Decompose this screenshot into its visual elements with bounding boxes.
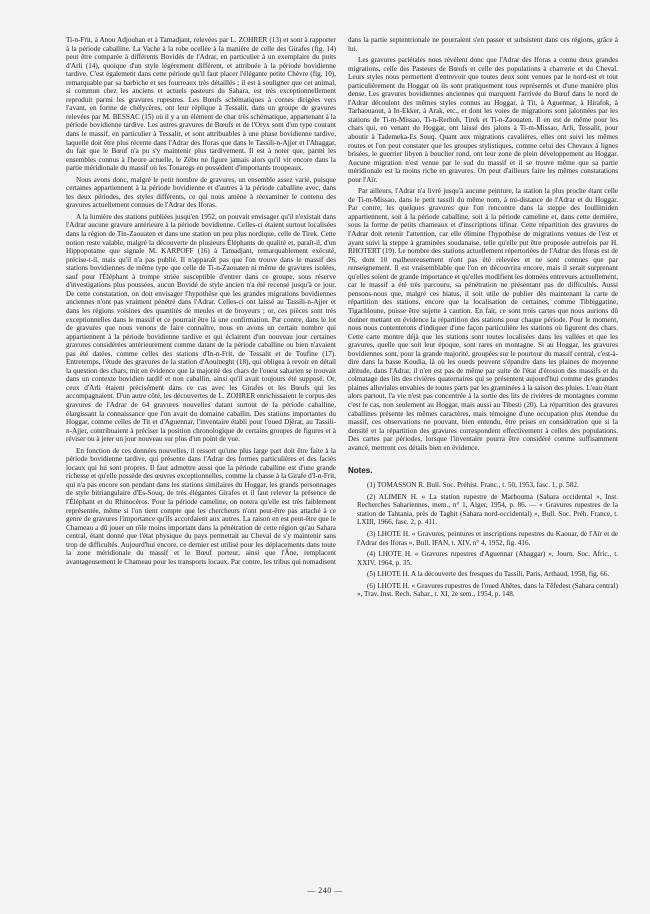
paragraph: En fonction de ces données nouvelles, il ressort qu'une plus large part doit être faite à la période bovidienne tardive, qui présente dans l'Adrar des formes particulières et des faciès locaux qui lui sont propres. Il faut admettre aussi que la période caballine est d'une grande richesse et qu'elle possède des œuvres exceptionnelles, comme la chasse à la Girafe d'I-n-Frit, qui n'a pas encore son pendant dans les stations similaires du Hoggar, les grands personnages de style bitriangulaire d'Es-Souq, de très élégantes Girafes et il faut relever la présence de l'Éléphant et du Rhinocéros. Pour la période cameline, on notera qu'elle est très faiblement représentée, même si l'on tient compte que les chercheurs n'ont peut-être pas attaché à ce genre de gravures l'importance qu'ils accordaient aux autres. La raison en est peut-être que le Chameau a dû jouer un rôle moins important dans la pénétration de cette région qu'au Sahara central, étant donné que l'état physique du pays permettait au Cheval de s'y maintenir sans trop de difficultés. Aujourd'hui encore, ce dernier est utilisé pour les déplacements dans toute la zone méridionale du massif et le Bœuf porteur, ainsi que l'Âne, remplacent avantageusement le Chameau pour les transports locaux. Par contre, les tribus qui nomadisent [66,446,336,566]
note-item: (4) LHOTE H. « Gravures rupestres d'Aguennar (Ahaggar) », Journ. Soc. Afric., t. XXIV, 1964, p. 35. [357,550,618,567]
paragraph: dans la partie septentrionale ne pourraient s'en passer et subsistent dans ces régions, grâce à lui. [348,36,618,53]
note-item: (3) LHOTE H. « Gravures, peintures et inscriptions rupestres du Kaouar, de l'Aïr et de l'Adrar des Iforas », Bull. IFAN, t. XIV, n° 4, 1952, fig. 416. [357,529,618,547]
note-item: (1) TOMASSON R. Bull. Soc. Préhist. Franc., t. 50, 1953, fasc. 1, p. 582. [367,481,579,490]
page-number: — 240 — [307,886,343,895]
right-column [348,36,618,599]
paragraph: Par ailleurs, l'Adrar n'a livré jusqu'à aucune peinture, la station la plus proche étant celle de Ti-m-Missao, dans le petit tassili du même nom, à mi-distance de l'Adrar et du Hoggar. Par contre, les quelques gravures que l'on rencontre dans la steppe des Ioullimiden appartiennent, soit à la période caballine, soit à la période cameline et, dans cette dernière, sous la forme de petits chameaux et d'inscriptions tifinar. Cette répartition des gravures de l'Adrar doit retenir l'attention, car elle élimine l'hypothèse de migrations venues de l'est et ayant suivi la steppe à graminées soudanaise, telle qu'elle put être proposée autrefois par H. RHOTERT (19). Le nombre des stations actuellement répertoriées de l'Adrar des Iforas est de 76, dont 10 malheureusement n'ont pas été relevées et ne sont connues que par renseignement. Il est vraisemblable que l'on en découvrira encore, mais il serait surprenant qu'elles soient de grande importance et qu'elles modifient les données entrevues actuellement, car le massif a été très parcouru, sa pénétration ne présentant pas de difficultés. Aussi pensons-nous que, malgré ces hiatus, il soit utile de publier dès maintenant la carte de répartition des stations, encore que la localisation de certaines, comme Tibbiggatine, Tigachloune, puisse être sujette à caution. En fait, ce sont trois cartes que nous aurions dû donner mettant en évidence la répartition des stations pour chaque période. Pour le moment, nous nous contenterons d'indiquer d'une façon particulière les stations où figurent des chars. Cette carte montre déjà que les stations sont toutes localisées dans les vallées et que les gravures, quelle que soit leur époque, sont rares en montagne. Si au Hoggar, les gravures bovidiennes sont, pour la grande majorité, groupées sur le pourtour du massif central, c'est-à-dire dans la basse Koudia, là où les oueds peuvent s'épandre dans les plaines de moyenne altitude, dans l'Adrar, il n'en est pas de même par suite de l'état d'érosion des massifs et du colmatage des lits des rivières quaternaires qui se présentent aujourd'hui comme des grandes plaines alluviales envahies de toutes parts par les graminées à la saison des pluies. L'eau étant alors partout, l'a vie n'est pas concentrée à la sortie des lits de rivières de montagnes comme c'est le cas, non seulement au Hoggar, mais aussi au Tibesti (20). La répartition des gravures caballines présente les mêmes caractères, mais témoigne d'une occupation plus étendue du massif, ces observations ne pouvant, bien entendu, être prises en considération que si la densité et la répartition des gravures correspondent effectivement à celles des populations. Des cartes par périodes, lorsque l'inventaire pourra être considéré comme suffisamment avancé, mettront ces détails bien en évidence. [348,187,618,452]
notes-heading: Notes. [348,466,373,476]
note-item: (2) ALIMEN H. « La station rupestre de Marhouma (Sahara occidental », Inst. Recherches Sahariennes, mem., n° 1, Alger, 1954, p. 86. — « Gravures rupestres de la station de Tahtania, près de Taghit (Sahara nord-occidental) », Bull. Soc. Préh. France, t. LXIII, 1966, fasc. 2, p. 411. [357,492,618,527]
paragraph: A la lumière des stations publiées jusqu'en 1952, on pouvait envisager qu'il n'existait dans l'Adrar aucune gravure antérieure à la période bovidienne. Celles-ci étaient surtout localisées dans la région de Tin-Zaouaten et dans une station un peu plus nordique, celle de Tirek. Cette notion reste valable, malgré la découverte de plusieurs Éléphants de qualité et, paraît-il, d'un Hippopotame que signale M. KARPOFF (16) à Tamadjant, remarquablement exécuté, précise-t-il, mais qu'il n'a pas publié. Il n'apparaît pas que l'on trouve dans le massif des stations bovidiennes de même type que celle de Ti-n-Zaouaten ni même de gravures isolées, sauf pour l'Éléphant à trompe striée susceptible d'entrer dans ce groupe, sous réserve d'investigations plus poussées, aucun Bovidé de style ancien n'a été recensé jusqu'à ce jour. De cette constatation, on doit envisager l'hypothèse que les grandes migrations bovidiennes anciennes n'ont pas vraiment pénétré dans l'Adrar. Celles-ci ont laissé au Tassili-n-Ajjer et dans les régions voisines des quantités de meules et de broyeurs ; or, ces pièces sont très exceptionnelles dans le massif et ce pourrait être là une confirmation. Par contre, dans le lot de gravures que nous venons de faire connaître, nous en avons un certain nombre qui appartiennent à la période bovidienne tardive et qui éclairent d'un nouveau jour certaines gravures considérées antérieurement comme datant de la période caballine ou bien n'avaient pas été datées, comme celles des stations d'In-n-Frit, de Tessalit et de Toufine (17). Entretemps, l'étude des gravures de la station d'Aouineght (18), qui obligea à revoir en détail la question des chars, mit en évidence que la majorité des chars de l'ouest saharien se trouvait dans un contexte bovidien tardif et non caballin, ainsi qu'il avait toujours été supposé. Or, ceux d'Arli étaient précisément dans ce cas avec les Girafes et les Bœufs qui les accompagnaient. D'un autre côté, les découvertes de L. ZOHRER enrichissaient le corpus des gravures de l'Adrar de 64 gravures nouvelles datant surtout de la période caballine, élargissant la connaissance que l'on avait du domaine caballin. Des stations importantes du Hoggar, comme celles de Tit et d'Aguennar, l'inventaire établi pour l'oued Djérat, au Tassili-n-Ajjer, contribuaient à préciser la position chronologique de certains groupes de figures et à réviser ou à jeter un jour nouveau sur plus d'un point de vue. [66,212,336,444]
text-columns [66,36,618,599]
note-item: (6) LHOTE H. « Gravures rupestres de l'oued Ahêtes, dans la Têfedest (Sahara central) », Trav. Inst. Rech. Sahar., t. XI, 2e sem., 1954, p. 148. [357,581,618,599]
paragraph: Nous avons donc, malgré le petit nombre de gravures, un ensemble assez varié, puisque certaines appartiennent à la période bovidienne et d'autres à la période caballine avec, dans les deux périodes, des styles différents, ce qui nous amène à réexaminer le contenu des gravures actuellement connues de l'Adrar des Iforas. [66,175,336,210]
left-column [66,36,336,599]
paragraph: Ti-n-Frit, à Anou Adjouhan et à Tamadjant, relevées par L. ZOHRER (13) et sont à rapporter à la période caballine. La Vache à la robe ocellée à la manière de celle des Girafes (fig. 14) peut être comparée à différents Bovidés de l'Adrar, en particulier à un exemplaire du puits d'Arli (14), quoique d'un style légèrement différent, et attribuée à la période bovidienne tardive. C'est également dans cette période qu'il faut placer l'élégante petite Chèvre (fig. 10), remarquable par sa barbiche et ses fourreaux très détaillés ; il est à souligner que cet animal, si commun chez les anciens et actuels pasteurs du Sahara, est très exceptionnellement reproduit parmi les gravures rupestres. Les Bœufs schématiques à cornes dirigées vers l'avant, en forme de chélycères, ont leur réplique à Tessalit, dans un groupe de gravures relevées par M. BESSAC (15) où il y a un élément de char très schématique, appartenant à la période bovidienne tardive. Les autres gravures de Bœufs et de l'Oryx sont d'un type courant dans le massif, en particulier à Tessalit, et sont attribuables à une phase bovidienne tardive, laquelle doit être plus récente dans l'Adrar des Iforas que dans le Tassili-n-Ajjer et l'Ahaggar, du fait que le Bœuf n'a pu s'y maintenir plus tardivement. Il est à noter que, parmi les ensembles connus à l'heure actuelle, le Zébu ne figure jamais alors qu'il vit encore dans la partie méridionale du massif où les Touaregs en possèdent d'importants troupeaux. [66,36,336,173]
paragraph: Les gravures pariétales nous révèlent donc que l'Adrar des Iforas a connu deux grandes migrations, celle des Pasteurs de Bœufs et celle des populations à charrerie et du Cheval. Leurs styles nous permettent d'entrevoir que toutes deux sont venues par le nord-est et tout particulièrement du Hoggar où ils sont pratiquement tous représentés et d'une manière plus dense. Les gravures bovidiennes anciennes qui marquent l'arrivée du Bœuf dans le nord de l'Adrar découlent des mêmes styles connus au Hoggar, à Tit, à Aguennar, à Hirafok, à Tarhaouaout, à In-Ekker, à Arak, etc., et dont les voies de migrations sont jalonnées par les stations de Ti-m-Missao, Ti-n-Rerhoh, Tirek et Ti-n-Zaouaten. Il en est de même pour les chars qui, en venant du Hoggar, ont laissé des jalons à Ti-m-Missao, Arli, Tessalit, pour aboutir à Tademeka-Es Souq. Quant aux migrations cavalières, elles ont suivi les mêmes routes et l'on peut constater que les groupes stylistiques, comme celui des Chevaux à lignes brisées, le guerrier libyen à bouclier rond, ont leur zone de plein développement au Hoggar. Aucune migration n'est venue par le sud du massif et il se trouve même que sa partie méridionale est la moins riche en gravures. On peut d'ailleurs faire les mêmes constatations pour l'Aïr. [348,56,618,184]
note-item: (5) LHOTE H. A la découverte des fresques du Tassili, Paris, Arthaud, 1958, fig. 66. [367,570,610,579]
